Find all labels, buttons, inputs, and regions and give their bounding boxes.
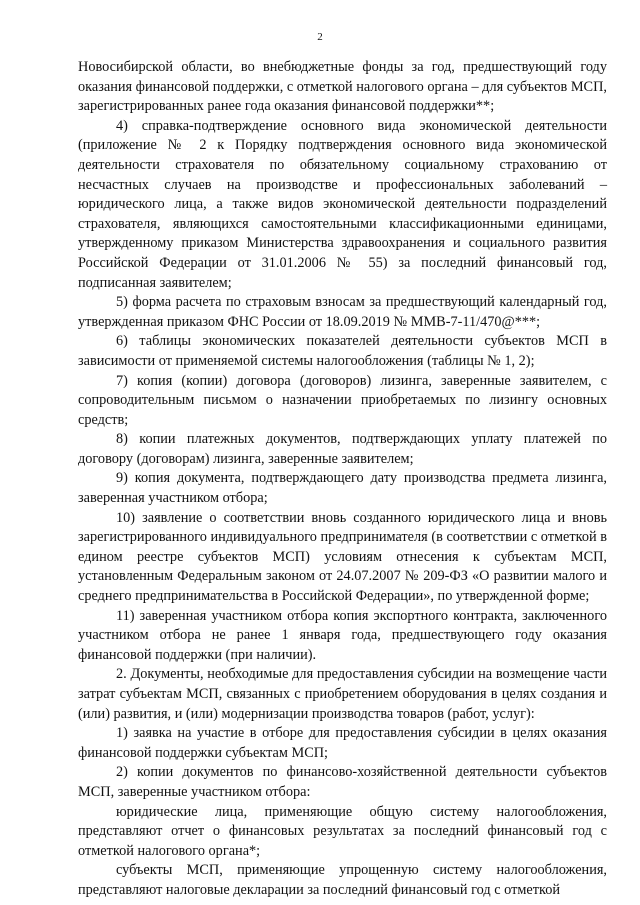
paragraph-item-10: 10) заявление о соответствии вновь созданного юридического лица и вновь зарегистрированного индивидуального предпринимателя (в соответствии с отметкой в едином реестре субъектов МСП) условиям отнесения к субъектам МСП, установленным Федеральным законом от 24.07.2007 № 209-ФЗ «О развитии малого и среднего предпринимательства в Российской Федерации», по утвержденной форме; (78, 509, 607, 605)
paragraph-item-11: 11) заверенная участником отбора копия экспортного контракта, заключенного участником отбора не ранее 1 января года, предшествующего году оказания финансовой поддержки (при наличии). (78, 607, 607, 663)
paragraph-section-2-item-1: 1) заявка на участие в отборе для предоставления субсидии в целях оказания финансовой поддержки субъектам МСП; (78, 725, 607, 761)
paragraph-simplified-tax: субъекты МСП, применяющие упрощенную систему налогообложения, представляют налоговые декларации за последний финансовый год с отметкой (78, 862, 607, 898)
paragraph-item-5: 5) форма расчета по страховым взносам за предшествующий календарный год, утвержденная приказом ФНС России от 18.09.2019 № ММВ-7-11/470@***; (78, 294, 607, 330)
paragraph-item-7: 7) копия (копии) договора (договоров) лизинга, заверенные заявителем, с сопроводительным письмом о назначении приобретаемых по лизингу основных средств; (78, 372, 607, 428)
paragraph-item-6: 6) таблицы экономических показателей деятельности субъектов МСП в зависимости от применяемой системы налогообложения (таблицы № 1, 2); (78, 333, 607, 369)
paragraph-continuation: Новосибирской области, во внебюджетные фонды за год, предшествующий году оказания финансовой поддержки, с отметкой налогового органа – для субъектов МСП, зарегистрированных ранее года оказания финансовой поддержки**; (78, 59, 607, 115)
page-number: 2 (317, 31, 323, 43)
paragraph-item-4: 4) справка-подтверждение основного вида экономической деятельности (приложение № 2 к Порядку подтверждения основного вида экономической деятельности страхователя по обязательному социальному страхованию от несчастных случаев на производстве и профессиональных заболеваний – юридического лица, а также видов экономической деятельности подразделений страхователя, являющихся самостоятельными классификационными единицами, утвержденному приказом Министерства здравоохранения и социального развития Российской Федерации от 31.01.2006 № 55) за последний финансовый год, подписанная заявителем; (78, 117, 607, 291)
paragraph-legal-entities: юридические лица, применяющие общую систему налогообложения, представляют отчет о финансовых результатах за последний финансовый год с отметкой налогового органа*; (78, 803, 607, 859)
paragraph-section-2: 2. Документы, необходимые для предоставления субсидии на возмещение части затрат субъектам МСП, связанных с приобретением оборудования в целях создания и (или) развития, и (или) модернизации производства товаров (работ, услуг): (78, 666, 607, 722)
paragraph-item-9: 9) копия документа, подтверждающего дату производства предмета лизинга, заверенная участником отбора; (78, 470, 607, 507)
paragraph-item-8: 8) копии платежных документов, подтверждающих уплату платежей по договору (договорам) лизинга, заверенные заявителем; (78, 431, 607, 467)
document-body (78, 58, 607, 901)
paragraph-section-2-item-2: 2) копии документов по финансово-хозяйственной деятельности субъектов МСП, заверенные участником отбора: (78, 764, 607, 800)
